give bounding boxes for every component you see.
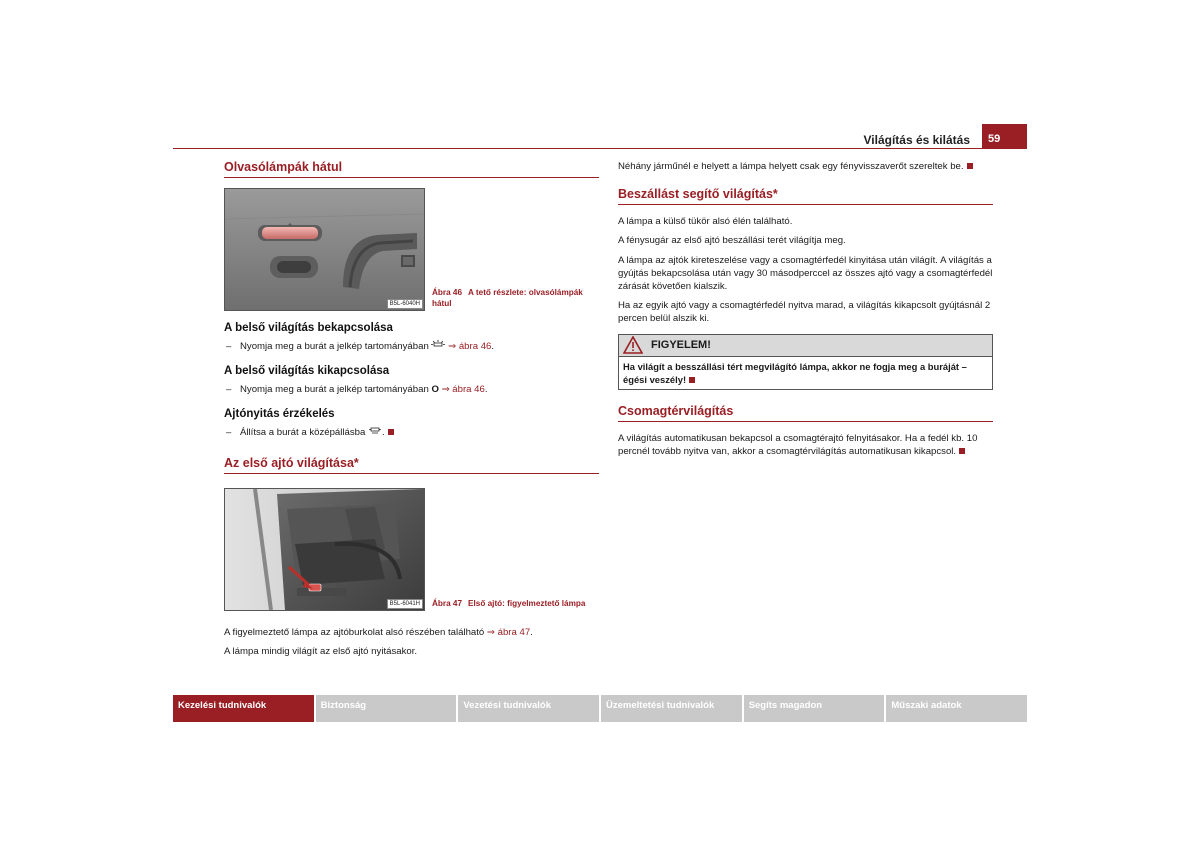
nav-tab-operating[interactable]: Kezelési tudnivalók xyxy=(173,695,314,722)
left-column xyxy=(224,160,599,664)
bullet-text: Állítsa a burát a középállásba xyxy=(240,427,366,439)
paragraph-reflector-note xyxy=(618,160,993,173)
nav-tab-self-help[interactable]: Segíts magadon xyxy=(744,695,885,722)
off-symbol: O xyxy=(431,384,439,396)
paragraph-lamp-location: A figyelmeztető lámpa az ajtóburkolat alsó részében található ⇒ ábra 47. xyxy=(224,626,533,638)
figure-reference-link[interactable]: ⇒ ábra 46 xyxy=(441,384,485,396)
paragraph-text: Néhány járműnél e helyett a lámpa helyett csak egy fényvisszaverőt szereltek be. xyxy=(618,161,964,172)
paragraph-entry-3: A lámpa az ajtók kireteszelése vagy a csomagtérfedél kinyitása után világít. A világítás a gyújtás bekapcsolása után vagy 30 másodperccel az összes ajtó vagy a csomagtérfedél zárását követően kialszik. xyxy=(618,254,993,293)
list-item-door-sensing: – Állítsa a burát a középállásba . xyxy=(224,426,599,439)
caption-text: Első ajtó: figyelmeztető lámpa xyxy=(468,598,586,608)
nav-tab-safety[interactable]: Biztonság xyxy=(316,695,457,722)
chapter-navigation xyxy=(173,695,1027,722)
section-title-front-door-light: Az első ajtó világítása* xyxy=(224,456,599,474)
door-interior-illustration xyxy=(225,489,424,610)
nav-tab-technical-data[interactable]: Műszaki adatok xyxy=(886,695,1027,722)
section-title-reading-lamps: Olvasólámpák hátul xyxy=(224,160,599,178)
door-light-photo xyxy=(224,488,425,611)
paragraph-lamp-always-on: A lámpa mindig világít az első ajtó nyitásakor. xyxy=(224,645,418,657)
caption-number: Ábra 47 xyxy=(432,598,463,608)
figure-code: B5L-6040H xyxy=(387,299,423,309)
figure-46 xyxy=(224,188,599,312)
subheading-light-on: A belső világítás bekapcsolása xyxy=(224,322,393,334)
paragraph-entry-1: A lámpa a külső tükör alsó élén található. xyxy=(618,216,793,228)
chapter-title: Világítás és kilátás xyxy=(863,133,970,147)
paragraph-entry-2: A fénysugár az első ajtó beszállási terét világítja meg. xyxy=(618,235,846,247)
figure-47 xyxy=(224,488,599,612)
end-of-section-mark xyxy=(689,377,695,383)
header-rule xyxy=(173,148,982,149)
paragraph-text: A figyelmeztető lámpa az ajtóburkolat alsó részében található xyxy=(224,626,485,638)
warning-title: FIGYELEM! xyxy=(651,339,711,352)
warning-body xyxy=(619,357,992,389)
warning-header xyxy=(619,335,992,357)
right-column xyxy=(618,160,993,464)
section-title-entry-light: Beszállást segítő világítás* xyxy=(618,187,993,205)
caption-number: Ábra 46 xyxy=(432,288,463,297)
end-of-section-mark xyxy=(388,429,394,435)
list-item-light-off: – Nyomja meg a burát a jelkép tartományában O ⇒ ábra 46. xyxy=(226,384,488,396)
warning-text: Ha világít a besszállási tért megvilágító lámpa, akkor ne fogja meg a buráját – égési veszély! xyxy=(623,360,967,385)
figure-reference-link[interactable]: ⇒ ábra 47 xyxy=(486,626,531,638)
lamp-symbol-icon xyxy=(431,340,445,349)
nav-tab-maintenance[interactable]: Üzemeltetési tudnivalók xyxy=(601,695,742,722)
figure-code: B5L-6041H xyxy=(387,599,423,609)
nav-tab-driving[interactable]: Vezetési tudnivalók xyxy=(458,695,599,722)
page-number: 59 xyxy=(982,124,1027,149)
door-symbol-icon xyxy=(368,426,382,435)
caption-text: A tető részlete: olvasólámpák hátul xyxy=(432,288,583,308)
figure-47-caption xyxy=(432,598,602,609)
reading-lamp-photo xyxy=(224,188,425,311)
subheading-light-off: A belső világítás kikapcsolása xyxy=(224,365,390,378)
warning-box xyxy=(618,334,993,390)
paragraph-entry-4: Ha az egyik ajtó vagy a csomagtérfedél nyitva marad, a világítás kikapcsolt gyújtásnál 2 percen belül alszik ki. xyxy=(618,300,991,325)
end-of-section-mark xyxy=(967,163,973,169)
paragraph-text: A világítás automatikusan bekapcsol a csomagtérajtó felnyitásakor. Ha a fedél kb. 10 percnél tovább nyitva van, akkor a csomagtérvilágítás automatikusan kikapcsol. xyxy=(618,432,978,457)
bullet-text: Nyomja meg a burát a jelkép tartományában xyxy=(240,384,429,396)
subheading-door-sensing: Ajtónyitás érzékelés xyxy=(224,408,335,421)
end-of-section-mark xyxy=(959,448,965,454)
reading-lamp-illustration xyxy=(225,189,424,310)
list-item-light-on: – Nyomja meg a burát a jelkép tartományában ⇒ ábra 46. xyxy=(226,341,495,352)
bullet-text: Nyomja meg a burát a jelkép tartományában xyxy=(240,341,429,352)
section-title-luggage-light: Csomagtérvilágítás xyxy=(618,404,993,422)
figure-46-caption xyxy=(432,287,602,309)
paragraph-luggage-light xyxy=(618,432,993,458)
figure-reference-link[interactable]: ⇒ ábra 46 xyxy=(448,341,492,352)
warning-triangle-icon xyxy=(623,336,643,354)
